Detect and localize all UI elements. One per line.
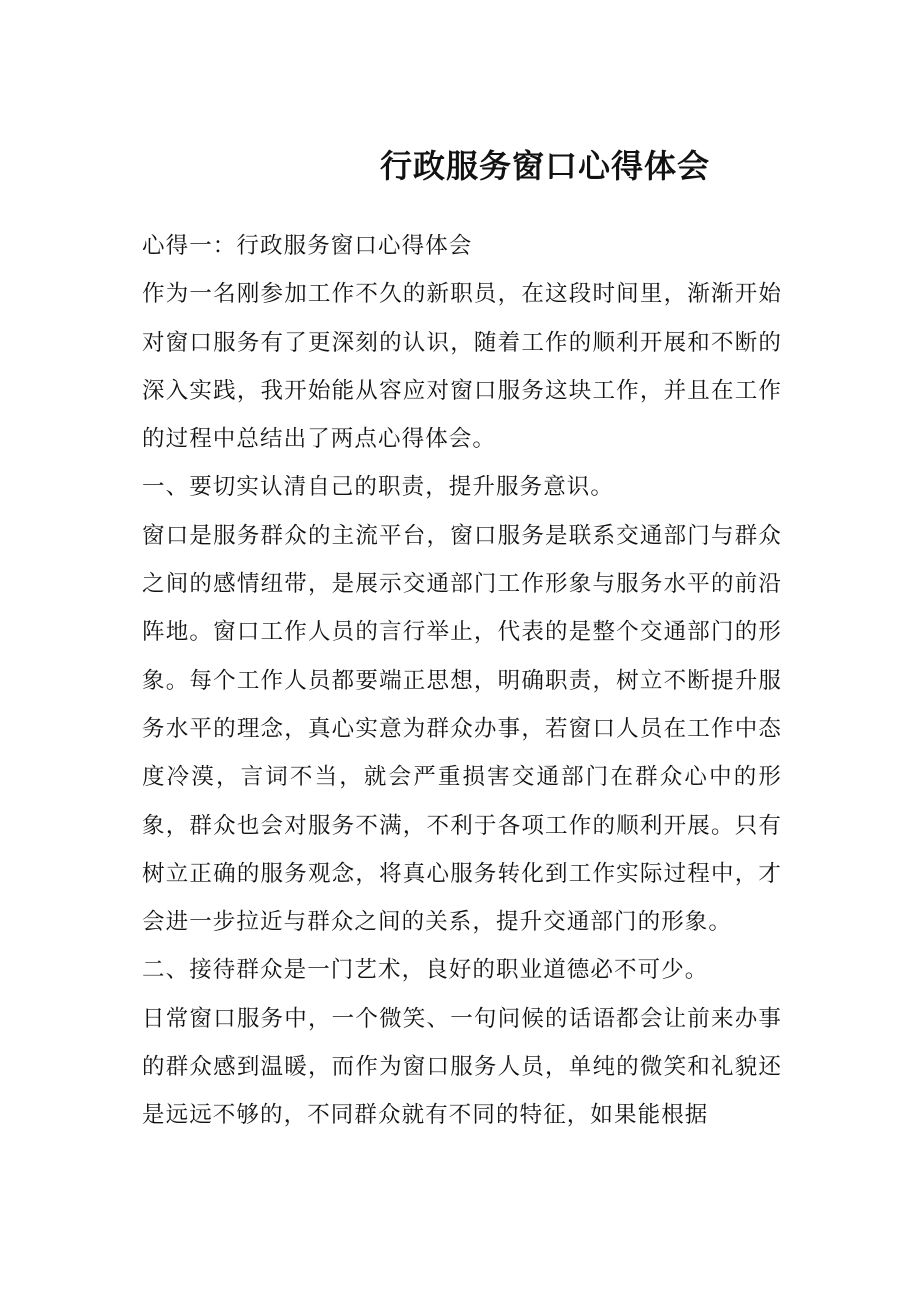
paragraph-section-1: 窗口是服务群众的主流平台，窗口服务是联系交通部门与群众之间的感情纽带，是展示交通部门工作形象与服务水平的前沿阵地。窗口工作人员的言行举止，代表的是整个交通部门的形象。每个工作人员都要端正思想，明确职责，树立不断提升服务水平的理念，真心实意为群众办事，若窗口人员在工作中态度冷漠，言词不当，就会严重损害交通部门在群众心中的形象，群众也会对服务不满，不利于各项工作的顺利开展。只有树立正确的服务观念，将真心服务转化到工作实际过程中，才会进一步拉近与群众之间的关系，提升交通部门的形象。 xyxy=(142,522,782,936)
paragraph-section-2: 日常窗口服务中，一个微笑、一句问候的话语都会让前来办事的群众感到温暖，而作为窗口服务人员，单纯的微笑和礼貌还是远远不够的，不同群众就有不同的特征，如果能根据 xyxy=(142,1005,782,1129)
document-title: 行政服务窗口心得体会 xyxy=(379,147,710,185)
paragraph-intro: 作为一名刚参加工作不久的新职员，在这段时间里，渐渐开始对窗口服务有了更深刻的认识，随着工作的顺利开展和不断的深入实践，我开始能从容应对窗口服务这块工作，并且在工作的过程中总结出了两点心得体会。 xyxy=(142,281,782,453)
paragraph-subtitle: 心得一：行政服务窗口心得体会 xyxy=(142,233,473,259)
document-body xyxy=(142,222,782,1140)
section-heading-1: 一、要切实认清自己的职责，提升服务意识。 xyxy=(142,474,615,501)
section-heading-2: 二、接待群众是一门艺术，良好的职业道德必不可少。 xyxy=(142,957,709,984)
